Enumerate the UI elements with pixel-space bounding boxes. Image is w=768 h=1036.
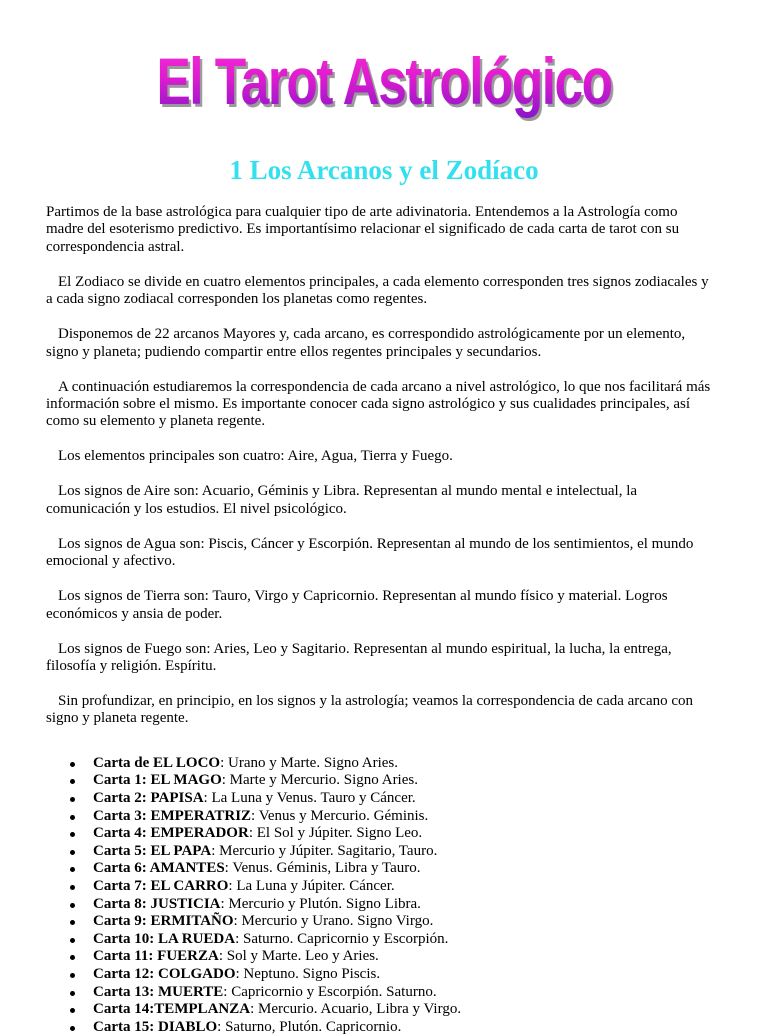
card-label: Carta 4: EMPERADOR	[93, 825, 249, 842]
list-item: Carta de EL LOCO: Urano y Marte. Signo Aries.	[93, 755, 718, 773]
card-text: Venus. Géminis, Libra y Tauro.	[228, 860, 421, 877]
card-list	[46, 755, 718, 1036]
list-item: Carta 9: ERMITAÑO: Mercurio y Urano. Signo Virgo.	[93, 913, 718, 931]
card-text: Saturno, Plutón. Capricornio.	[221, 1018, 402, 1035]
card-text: Mercurio y Urano. Signo Virgo.	[237, 913, 434, 930]
list-item: Carta 6: AMANTES: Venus. Géminis, Libra y Tauro.	[93, 860, 718, 878]
list-item: Carta 1: EL MAGO: Marte y Mercurio. Signo Aries.	[93, 772, 718, 790]
card-label: Carta 14:TEMPLANZA	[93, 1001, 251, 1018]
page-title: El Tarot Astrológico	[84, 36, 683, 126]
card-label: Carta 9: ERMITAÑO	[93, 913, 234, 930]
list-item: Carta 2: PAPISA: La Luna y Venus. Tauro y Cáncer.	[93, 790, 718, 808]
list-item: Carta 5: EL PAPA: Mercurio y Júpiter. Sagitario, Tauro.	[93, 843, 718, 861]
card-text: Saturno. Capricornio y Escorpión.	[239, 930, 449, 947]
paragraph-air-signs: Los signos de Aire son: Acuario, Géminis y Libra. Representan al mundo mental e intelectual, la comunicación y los estudios. El nivel psicológico.	[46, 483, 638, 517]
list-item: Carta 14:TEMPLANZA: Mercurio. Acuario, Libra y Virgo.	[93, 1001, 718, 1019]
list-item: Carta 13: MUERTE: Capricornio y Escorpión. Saturno.	[93, 984, 718, 1002]
card-label: Carta 15: DIABLO	[93, 1018, 218, 1035]
paragraph-zodiac: El Zodiaco se divide en cuatro elementos principales, a cada elemento corresponden tres signos zodiacales y a cada signo zodiacal corresponden los planetas como regentes.	[46, 273, 709, 308]
card-label: Carta 10: LA RUEDA	[93, 930, 236, 947]
section-heading: 1 Los Arcanos y el Zodíaco	[229, 155, 539, 185]
card-text: El Sol y Júpiter. Signo Leo.	[252, 825, 423, 842]
list-item: Carta 12: COLGADO: Neptuno. Signo Piscis.	[93, 966, 718, 984]
list-item: Carta 10: LA RUEDA: Saturno. Capricornio y Escorpión.	[93, 931, 718, 949]
card-text: Venus y Mercurio. Géminis.	[255, 807, 429, 824]
list-item: Carta 11: FUERZA: Sol y Marte. Leo y Aries.	[93, 948, 718, 966]
list-item: Carta 7: EL CARRO: La Luna y Júpiter. Cáncer.	[93, 878, 718, 896]
card-label: Carta de EL LOCO	[93, 754, 221, 771]
list-item: Carta 15: DIABLO: Saturno, Plutón. Capricornio.	[93, 1019, 718, 1036]
list-item: Carta 8: JUSTICIA: Mercurio y Plutón. Signo Libra.	[93, 896, 718, 914]
card-label: Carta 12: COLGADO	[93, 966, 236, 982]
card-text: La Luna y Júpiter. Cáncer.	[232, 878, 395, 895]
paragraph-arcanos: Disponemos de 22 arcanos Mayores y, cada arcano, es correspondido astrológicamente por un elemento, signo y planeta; pudiendo compartir entre ellos regentes principales y secundarios.	[46, 326, 686, 360]
card-text: Urano y Marte. Signo Aries.	[224, 754, 398, 771]
card-label: Carta 5: EL PAPA	[93, 842, 212, 859]
card-text: Mercurio y Plutón. Signo Libra.	[224, 895, 421, 912]
card-text: Marte y Mercurio. Signo Aries.	[225, 772, 418, 789]
paragraph-water-signs: Los signos de Agua son: Piscis, Cáncer y Escorpión. Representan al mundo de los sentimientos, el mundo emocional y afectivo.	[46, 535, 694, 570]
card-text: Mercurio. Acuario, Libra y Virgo.	[254, 1001, 462, 1018]
paragraph-elements: Los elementos principales son cuatro: Aire, Agua, Tierra y Fuego.	[58, 448, 453, 465]
document-body	[46, 204, 718, 1036]
card-label: Carta 13: MUERTE	[93, 983, 224, 1000]
card-label: Carta 1: EL MAGO	[93, 772, 222, 789]
card-label: Carta 7: EL CARRO	[93, 878, 229, 895]
card-label: Carta 6: AMANTES	[93, 860, 225, 877]
paragraph-continuation: A continuación estudiaremos la correspondencia de cada arcano a nivel astrológico, lo que nos facilitará más información sobre el mismo. Es importante conocer cada signo astrológico y sus cualidades principales, así como su elemento y planeta regente.	[46, 378, 711, 430]
card-text: Neptuno. Signo Piscis.	[239, 966, 381, 982]
paragraph-correspondence: Sin profundizar, en principio, en los signos y la astrología; veamos la correspondencia de cada arcano con signo y planeta regente.	[46, 693, 694, 727]
paragraph-intro: Partimos de la base astrológica para cualquier tipo de arte adivinatoria. Entendemos a la Astrología como madre del esoterismo predictivo. Es importantísimo relacionar el significado de cada carta de tarot con su correspondencia astral.	[46, 204, 680, 255]
card-label: Carta 11: FUERZA	[93, 948, 219, 965]
card-label: Carta 8: JUSTICIA	[93, 895, 221, 912]
paragraph-fire-signs: Los signos de Fuego son: Aries, Leo y Sagitario. Representan al mundo espiritual, la lucha, la entrega, filosofía y religión. Espíritu.	[46, 640, 672, 675]
card-text: Mercurio y Júpiter. Sagitario, Tauro.	[215, 842, 438, 859]
card-text: Capricornio y Escorpión. Saturno.	[227, 983, 437, 1000]
list-item: Carta 4: EMPERADOR: El Sol y Júpiter. Signo Leo.	[93, 825, 718, 843]
card-text: Sol y Marte. Leo y Aries.	[223, 948, 379, 965]
paragraph-earth-signs: Los signos de Tierra son: Tauro, Virgo y Capricornio. Representan al mundo físico y material. Logros económicos y ansia de poder.	[46, 588, 668, 622]
card-text: La Luna y Venus. Tauro y Cáncer.	[207, 790, 416, 807]
card-label: Carta 2: PAPISA	[93, 790, 204, 807]
card-label: Carta 3: EMPERATRIZ	[93, 807, 252, 824]
list-item: Carta 3: EMPERATRIZ: Venus y Mercurio. Géminis.	[93, 808, 718, 826]
